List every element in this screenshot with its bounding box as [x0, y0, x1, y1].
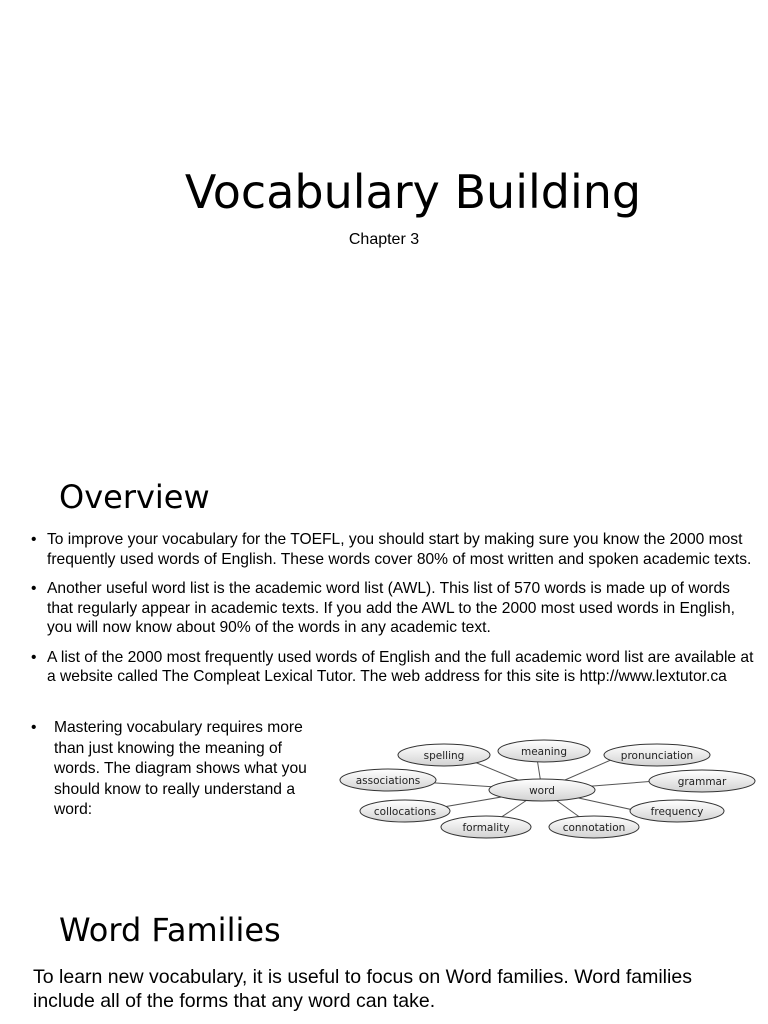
- node-meaning: [498, 740, 590, 762]
- svg-text:connotation: connotation: [562, 822, 626, 834]
- node-connotation: [549, 816, 639, 838]
- word-families-heading: Word Families: [59, 911, 281, 949]
- node-grammar: [649, 770, 755, 792]
- svg-text:frequency: frequency: [650, 806, 704, 818]
- svg-text:associations: associations: [355, 775, 421, 787]
- svg-text:formality: formality: [462, 822, 510, 834]
- slide-title: Vocabulary Building: [184, 165, 642, 219]
- node-associations: [340, 769, 436, 791]
- svg-text:grammar: grammar: [677, 776, 727, 788]
- node-frequency: [630, 800, 724, 822]
- bullet-item: • Another useful word list is the academic word list (AWL). This list of 570 words is made up of words that regularly appear in academic texts. If you add the AWL to the 2000 most used words in English, you will now know about 90% of the words in any academic text.: [30, 579, 760, 638]
- node-pronunciation: [604, 744, 710, 766]
- slide-subtitle: Chapter 3: [348, 231, 420, 248]
- svg-text:collocations: collocations: [373, 806, 437, 818]
- diagram-bullet-text: Mastering vocabulary requires more than just knowing the meaning of words. The diagram shows what you should know to really understand a word:: [54, 719, 307, 818]
- bullet-item: • A list of the 2000 most frequently used words of English and the full academic word list are available at a website called The Compleat Lexical Tutor. The web address for this site is http://www.lextutor.ca: [30, 648, 760, 687]
- node-spelling: [398, 744, 490, 766]
- word-knowledge-diagram: [338, 734, 762, 846]
- word-families-text: To learn new vocabulary, it is useful to focus on Word families. Word families include all of the forms that any word can take.: [33, 966, 692, 1012]
- svg-text:spelling: spelling: [423, 750, 465, 762]
- bullet-item: • To improve your vocabulary for the TOEFL, you should start by making sure you know the 2000 most frequently used words of English. These words cover 80% of most written and spoken academic texts.: [30, 530, 760, 569]
- svg-text:pronunciation: pronunciation: [620, 750, 694, 762]
- overview-bullet-list: [30, 530, 760, 697]
- node-collocations: [360, 800, 450, 822]
- svg-text:word: word: [529, 785, 555, 797]
- svg-text:meaning: meaning: [520, 746, 568, 758]
- diagram-bullet: [30, 718, 310, 821]
- overview-heading: Overview: [59, 478, 210, 516]
- bullet-dot: •: [31, 719, 37, 736]
- node-word: [489, 779, 595, 801]
- node-formality: [441, 816, 531, 838]
